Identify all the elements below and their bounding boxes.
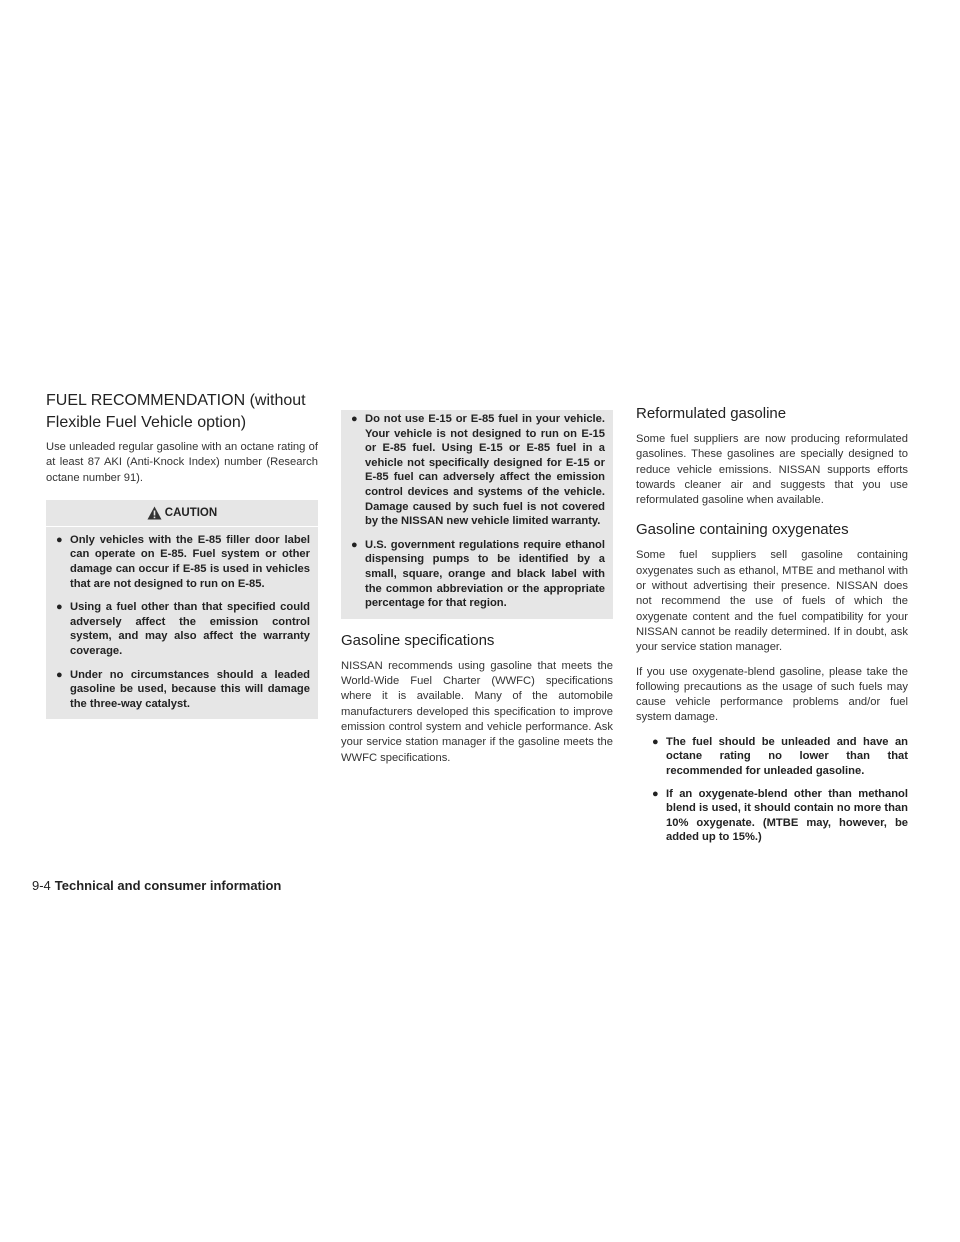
- specs-paragraph: NISSAN recommends using gasoline that meets the World-Wide Fuel Charter (WWFC) specifications where it is available. Many of the automobile manufacturers developed this specification to improve emission control system and vehicle performance. Ask your service station manager if the gasoline meets the WWFC specifications.: [341, 659, 613, 764]
- bullet-icon: ●: [56, 601, 63, 614]
- bullet-icon: ●: [351, 538, 358, 551]
- reformulated-paragraph: Some fuel suppliers are now producing reformulated gasolines. These gasolines are specially designed to reduce vehicle emissions. NISSAN supports efforts towards cleaner air and suggests that you use reformulated gasoline when available.: [636, 433, 908, 507]
- caution-list: [46, 533, 318, 712]
- section-title-line-1: FUEL RECOMMENDATION (without: [46, 392, 306, 409]
- caution-box: [46, 500, 318, 720]
- bullet-icon: ●: [351, 413, 358, 425]
- caution-list-continued: [341, 412, 613, 611]
- caution-item: ● Under no circumstances should a leaded gasoline be used, because this will damage the three-way catalyst.: [56, 668, 310, 710]
- caution-header: [46, 500, 318, 527]
- caution-item: ● U.S. government regulations require ethanol dispensing pumps to be identified by a small, square, orange and black label with the common abbreviation or the appropriate percentage for that region.: [351, 538, 605, 610]
- oxygenates-paragraph-1: Some fuel suppliers sell gasoline containing oxygenates such as ethanol, MTBE and methanol with or without advertising their presence. NISSAN does not recommend the use of fuels of which the oxygenate content and the fuel compatibility for your NISSAN cannot be readily determined. If in doubt, ask your service station manager.: [636, 549, 908, 654]
- reformulated-title: Reformulated gasoline: [636, 405, 787, 422]
- caution-item: ● Do not use E-15 or E-85 fuel in your vehicle. Your vehicle is not designed to run on E-15 or E-85 fuel. Using E-15 or E-85 fuel in a vehicle not specifically designed for E-15 or E-85 fuel can adversely affect the emission control devices and systems of the vehicle. Damage caused by such fuel is not covered by the NISSAN new vehicle limited warranty.: [351, 413, 605, 528]
- bullet-icon: ●: [56, 533, 63, 546]
- bullet-icon: ●: [652, 787, 659, 800]
- specs-title: Gasoline specifications: [341, 631, 495, 649]
- column-1: [46, 390, 318, 719]
- page-number: 9-4: [32, 878, 51, 893]
- bullet-icon: ●: [56, 668, 63, 681]
- column-2: [341, 410, 613, 775]
- caution-item: ● Only vehicles with the E-85 filler door label can operate on E-85. Fuel system or other damage can occur if E-85 is used in vehicles that are not designed to run on E-85.: [56, 533, 310, 590]
- oxygenates-item: ● If an oxygenate-blend other than methanol blend is used, it should contain no more than 10% oxygenate. (MTBE may, however, be added up to 15%.): [652, 787, 908, 844]
- oxygenates-item: ● The fuel should be unleaded and have an octane rating no lower than that recommended for unleaded gasoline.: [652, 735, 908, 777]
- section-title: [46, 390, 318, 434]
- footer-section-title: Technical and consumer information: [54, 878, 282, 893]
- section-title-line-2: Flexible Fuel Vehicle option): [46, 414, 247, 431]
- caution-label: CAUTION: [164, 506, 218, 519]
- column-3: [636, 404, 908, 853]
- intro-paragraph: Use unleaded regular gasoline with an octane rating of at least 87 AKI (Anti-Knock Index) number (Research octane number 91).: [46, 441, 318, 484]
- caution-item: ● Using a fuel other than that specified could adversely affect the emission control system, and may also affect the warranty coverage.: [56, 601, 310, 658]
- page-footer: [32, 877, 281, 895]
- oxygenates-list: [636, 735, 908, 845]
- bullet-icon: ●: [652, 735, 659, 748]
- oxygenates-title: Gasoline containing oxygenates: [636, 521, 849, 539]
- oxygenates-paragraph-2: If you use oxygenate-blend gasoline, please take the following precautions as the usage of such fuels may cause vehicle performance problems and/or fuel system damage.: [636, 665, 908, 724]
- caution-box-continued: [341, 410, 613, 619]
- warning-triangle-icon: [147, 506, 162, 520]
